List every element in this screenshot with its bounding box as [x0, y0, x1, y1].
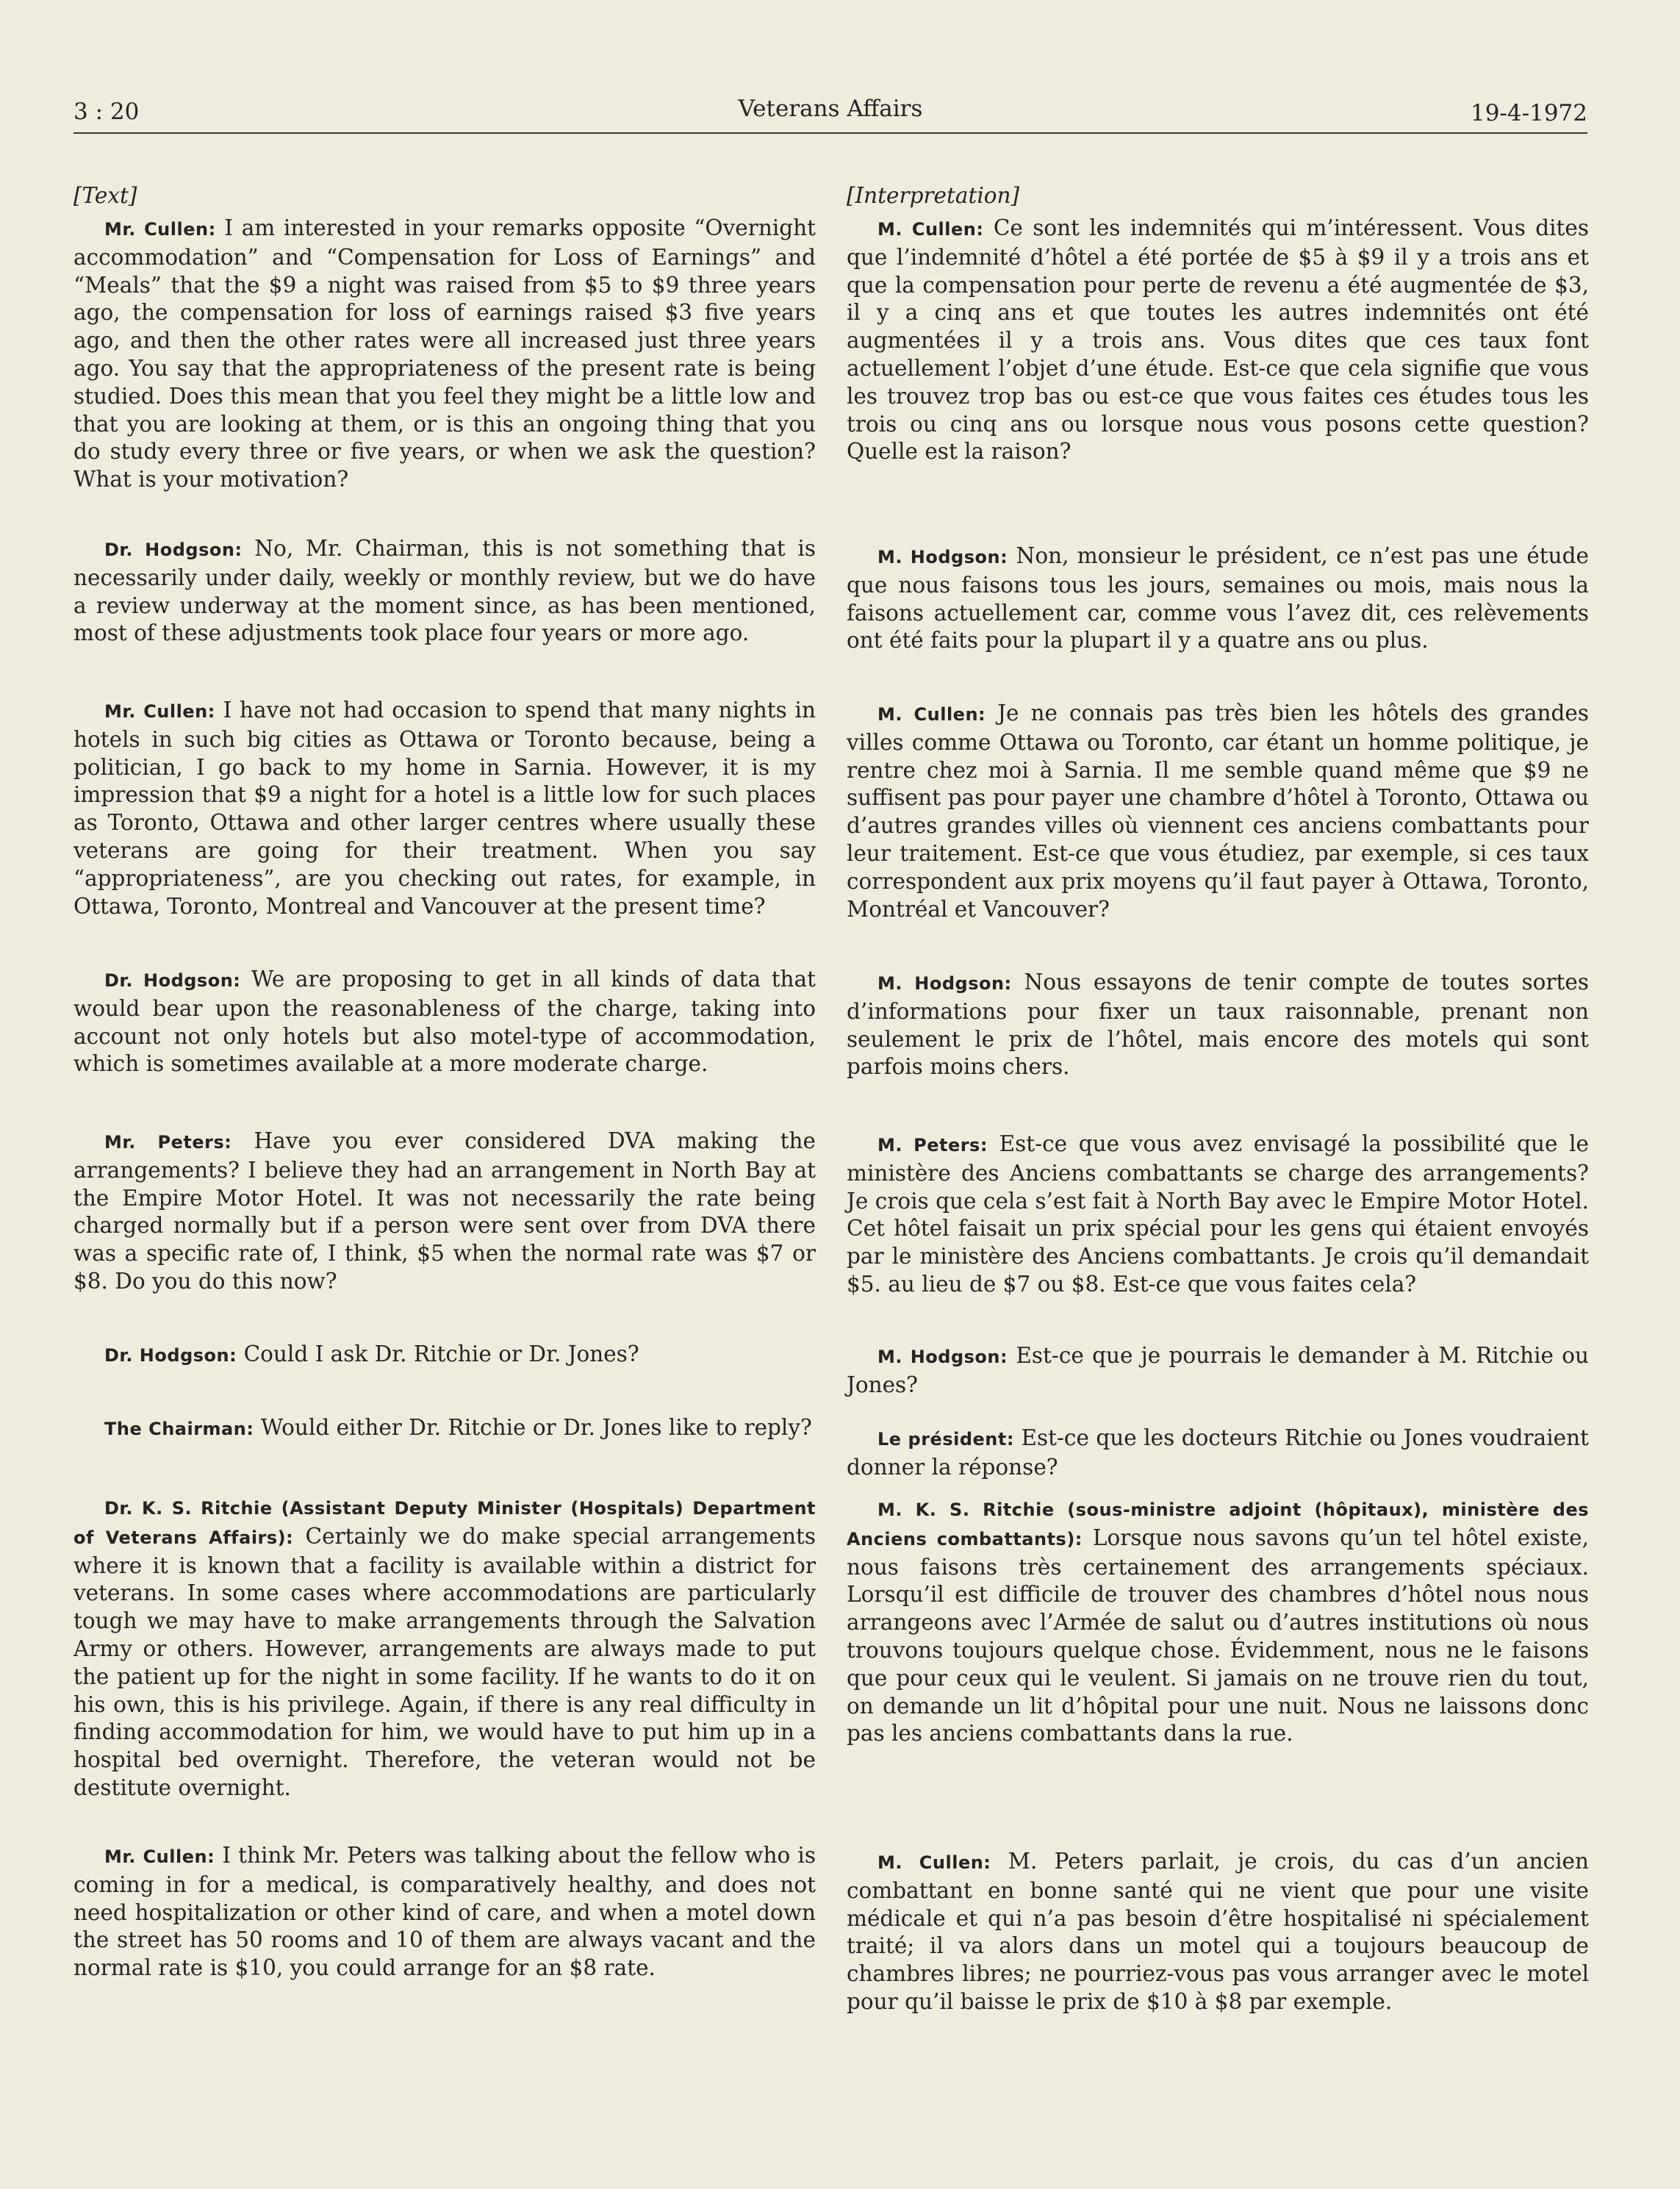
paragraph-text: Je ne connais pas très bien les hôtels des grandes villes comme Ottawa ou Toronto, car étant un homme politique, je rentre chez moi à Sarnia. Il me semble quand même que $9 ne suffisent pas pour payer une chambre d’hôtel à Toronto, Ottawa ou d’autres grandes villes où viennent ces anciens combattants pour leur traitement. Est-ce que vous étudiez, par exemple, si ces taux correspondent aux prix moyens qu’il faut payer à Ottawa, Toronto, Montréal et Vancouver?: [847, 701, 1590, 922]
paragraph-text: We are proposing to get in all kinds of data that would bear upon the reasonableness of the charge, taking into account not only hotels but also motel-type of accommodation, which is sometimes available at a more moderate charge.: [73, 967, 816, 1077]
speaker-name: M. Cullen:: [877, 704, 986, 725]
paragraph-text: Est-ce que je pourrais le demander à M. Ritchie ou Jones?: [847, 1343, 1589, 1397]
paragraph-text: Could I ask Dr. Ritchie or Dr. Jones?: [243, 1341, 639, 1366]
paragraph-text: I have not had occasion to spend that many nights in hotels in such big cities as Ottawa or Toronto because, being a politician, I go back to my home in Sarnia. However, it is my impression that $9 a night for a hotel is a little low for such places as Toronto, Ottawa and other larger centres where usually these veterans are going for their treatment. When you say “appropriateness”, are you checking out rates, for example, in Ottawa, Toronto, Montreal and Vancouver at the present time?: [73, 698, 816, 919]
speaker-name: Dr. Hodgson:: [104, 1345, 237, 1366]
paragraph-text: Lorsque nous savons qu’un tel hôtel existe, nous faisons très certainement des arrangements spéciaux. Lorsqu’il est difficile de trouver des chambres d’hôtel nous nous arrangeons avec l’Armée de salut ou d’autres institutions où nous trouvons toujours quelque chose. Évidemment, nous ne le faisons que pour ceux qui le veulent. Si jamais on ne trouve rien du tout, on demande un lit d’hôpital pour une nuit. Nous ne laissons donc pas les anciens combattants dans la rue.: [847, 1525, 1589, 1746]
paragraph-text: Ce sont les indemnités qui m’intéressent. Vous dites que l’indemnité d’hôtel a été portée de $5 à $9 il y a trois ans et que la compensation pour perte de revenu a été augmentée de $3, il y a cinq ans et que toutes les autres indemnités ont été augmentées il y a trois ans. Vous dites que ces taux font actuellement l’objet d’une étude. Est-ce que cela signifie que vous les trouvez trop bas ou est-ce que vous faites ces études tous les trois ou cinq ans ou lorsque nous vous posons cette question? Quelle est la raison?: [847, 215, 1589, 465]
paragraph-text: No, Mr. Chairman, this is not something that is necessarily under daily, weekly or monthly review, but we do have a review underway at the moment since, as has been mentioned, most of these adjustments took place four years or more ago.: [73, 536, 816, 646]
paragraph: [73, 1128, 816, 1296]
paragraph: [73, 1414, 816, 1444]
paragraph: [73, 966, 816, 1078]
column-label: [Interpretation]: [847, 183, 1020, 208]
paragraph-text: I think Mr. Peters was talking about the fellow who is coming in for a medical, is comparatively healthy, and does not need hospitalization or other kind of care, and when a motel down the street has 50 rooms and 10 of them are always vacant and the normal rate is $10, you could arrange for an $8 rate.: [73, 1843, 816, 1981]
speaker-name: Dr. Hodgson:: [104, 970, 241, 991]
paragraph: [73, 215, 816, 494]
page-header: [73, 94, 1587, 134]
speaker-name: Dr. K. S. Ritchie (Assistant Deputy Minister (Hospitals) Department of Veterans Affairs):: [73, 1498, 816, 1548]
paragraph: [847, 1131, 1589, 1299]
speaker-name: Dr. Hodgson:: [104, 540, 243, 560]
speaker-name: Mr. Cullen:: [104, 701, 215, 722]
paragraph: [73, 535, 816, 648]
speaker-name: The Chairman:: [104, 1419, 254, 1439]
running-title: Veterans Affairs: [738, 96, 923, 122]
paragraph: [847, 969, 1589, 1081]
column-label: [Text]: [73, 183, 137, 208]
paragraph-text: M. Peters parlait, je crois, du cas d’un ancien combattant en bonne santé qui ne vient que pour une visite médicale et qui n’a pas besoin d’être hospitalisé ni spécialement traité; il va alors dans un motel qui a toujours beaucoup de chambres libres; ne pourriez-vous pas vous arranger avec le motel pour qu’il baisse le prix de $10 à $8 par exemple.: [847, 1849, 1590, 2014]
paragraph: [847, 1495, 1589, 1748]
paragraph: [847, 215, 1589, 466]
paragraph: [847, 700, 1589, 923]
speaker-name: Mr. Cullen:: [104, 1846, 215, 1867]
speaker-name: M. Peters:: [877, 1135, 988, 1156]
header-date: 19-4-1972: [1470, 100, 1587, 126]
paragraph-text: Would either Dr. Ritchie or Dr. Jones like to reply?: [260, 1415, 812, 1440]
paragraph-text: Nous essayons de tenir compte de toutes sortes d’informations pour fixer un taux raisonnable, prenant non seulement le prix de l’hôtel, mais encore des motels qui sont parfois moins chers.: [847, 970, 1589, 1080]
paragraph: [847, 1848, 1589, 2016]
speaker-name: M. K. S. Ritchie (sous-ministre adjoint (hôpitaux), ministère des Anciens combattants):: [847, 1500, 1589, 1550]
speaker-name: Mr. Peters:: [104, 1132, 232, 1153]
paragraph-text: Have you ever considered DVA making the arrangements? I believe they had an arrangement in North Bay at the Empire Motor Hotel. It was not necessarily the rate being charged normally but if a person were sent over from DVA there was a specific rate of, I think, $5 when the normal rate was $7 or $8. Do you do this now?: [73, 1128, 816, 1294]
paragraph: [847, 1425, 1589, 1482]
speaker-name: M. Cullen:: [877, 1852, 991, 1873]
paragraph: [847, 1342, 1589, 1400]
paragraph-text: I am interested in your remarks opposite “Overnight accommodation” and “Compensation for Loss of Earnings” and “Meals” that the $9 a night was raised from $5 to $9 three years ago, the compensation for loss of earnings raised $3 five years ago, and then the other rates were all increased just three years ago. You say that the appropriateness of the present rate is being studied. Does this mean that you feel they might be a little low and that you are looking at them, or is this an ongoing thing that you do study every three or five years, or when we ask the question? What is your motivation?: [73, 215, 816, 492]
speaker-name: Mr. Cullen:: [104, 219, 216, 240]
speaker-name: M. Hodgson:: [877, 1347, 1008, 1367]
paragraph: [73, 1842, 816, 1982]
paragraph: [73, 1494, 816, 1802]
paragraph: [847, 542, 1589, 655]
speaker-name: Le président:: [877, 1429, 1014, 1450]
speaker-name: M. Hodgson:: [877, 547, 1008, 567]
english-column: [73, 182, 816, 1981]
paragraph-text: Est-ce que vous avez envisagé la possibilité que le ministère des Anciens combattants se charge des arrangements? Je crois que cela s’est fait à North Bay avec le Empire Motor Hotel. Cet hôtel faisait un prix spécial pour les gens qui étaient envoyés par le ministère des Anciens combattants. Je crois qu’il demandait $5. au lieu de $7 ou $8. Est-ce que vous faites cela?: [847, 1131, 1589, 1297]
paragraph: [73, 1341, 816, 1370]
french-column: [847, 182, 1590, 2014]
paragraph-text: Certainly we do make special arrangements where it is known that a facility is available within a district for veterans. In some cases where accommodations are particularly tough we may have to make arrangements through the Salvation Army or others. However, arrangements are always made to put the patient up for the night in some facility. If he wants to do it on his own, this is his privilege. Again, if there is any real difficulty in finding accommodation for him, we would have to put him up in a hospital bed overnight. Therefore, the veteran would not be destitute overnight.: [73, 1523, 816, 1800]
paragraph-text: Est-ce que les docteurs Ritchie ou Jones voudraient donner la réponse?: [847, 1425, 1589, 1480]
paragraph: [73, 697, 816, 920]
page-number: 3 : 20: [73, 98, 140, 125]
speaker-name: M. Cullen:: [877, 219, 984, 240]
paragraph-text: Non, monsieur le président, ce n’est pas une étude que nous faisons tous les jours, semaines ou mois, mais nous la faisons actuellement car, comme vous l’avez dit, ces relèvements ont été faits pour la plupart il y a quatre ans ou plus.: [847, 543, 1589, 653]
speaker-name: M. Hodgson:: [877, 973, 1012, 994]
